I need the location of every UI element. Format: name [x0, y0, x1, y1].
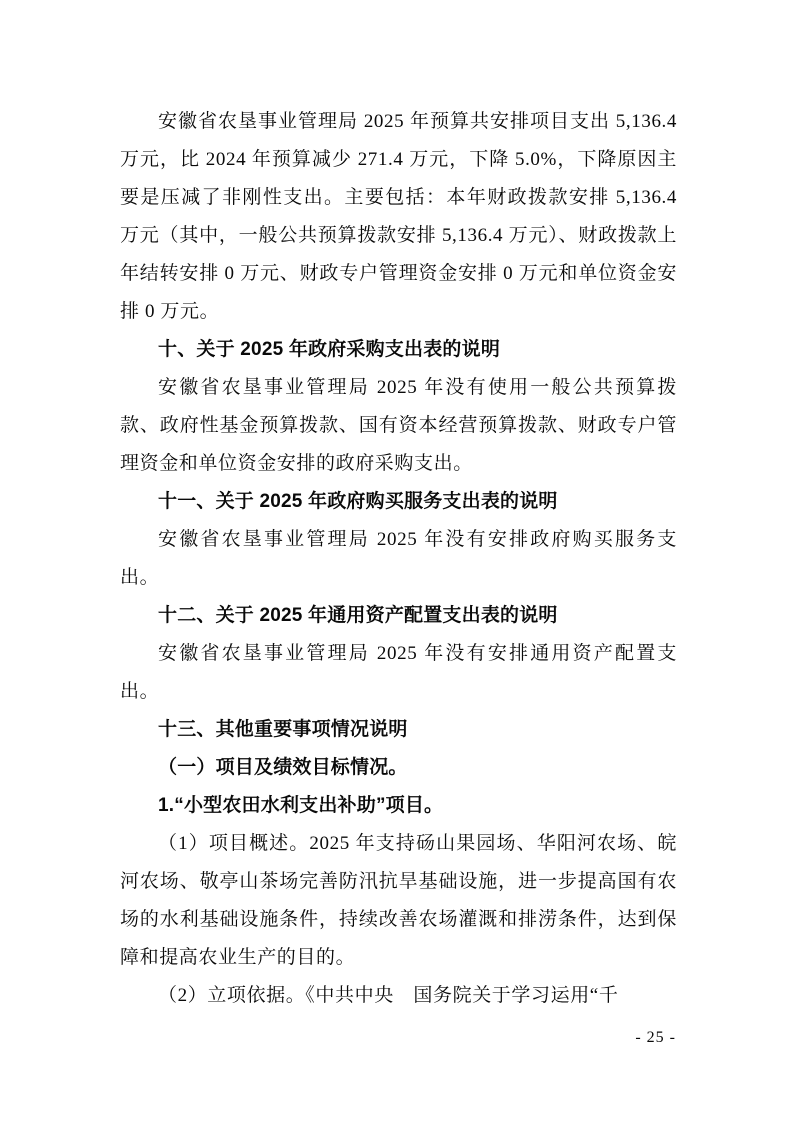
paragraph: （1）项目概述。2025 年支持砀山果园场、华阳河农场、皖河农场、敬亭山茶场完善防汛抗旱基础设施，进一步提高国有农场的水利基础设施条件，持续改善农场灌溉和排涝条件，达到保障和提高农业生产的目的。	[120, 833, 677, 968]
paragraph: 安徽省农垦事业管理局 2025 年没有使用一般公共预算拨款、政府性基金预算拨款、国有资本经营预算拨款、财政专户管理资金和单位资金安排的政府采购支出。	[120, 377, 677, 474]
text-blocks	[120, 103, 677, 1015]
page-number: - 25 -	[635, 1029, 676, 1046]
paragraph: 安徽省农垦事业管理局 2025 年预算共安排项目支出 5,136.4 万元，比 2024 年预算减少 271.4 万元，下降 5.0%，下降原因主要是压减了非刚性支出。主要包括：本年财政拨款安排 5,136.4 万元（其中，一般公共预算拨款安排 5,136.4 万元）、财政拨款上年结转安排 0 万元、财政专户管理资金安排 0 万元和单位资金安排 0 万元。	[120, 111, 677, 322]
section-heading: 十一、关于 2025 年政府购买服务支出表的说明	[158, 491, 558, 512]
section-heading: 十二、关于 2025 年通用资产配置支出表的说明	[158, 605, 558, 626]
section-heading: 十、关于 2025 年政府采购支出表的说明	[158, 339, 501, 360]
paragraph: （2）立项依据。《中共中央 国务院关于学习运用“千	[158, 985, 619, 1006]
paragraph: 安徽省农垦事业管理局 2025 年没有安排通用资产配置支出。	[120, 643, 677, 702]
section-heading: 十三、其他重要事项情况说明	[158, 719, 408, 740]
section-heading: 1.“小型农田水利支出补助”项目。	[158, 795, 444, 816]
paragraph: 安徽省农垦事业管理局 2025 年没有安排政府购买服务支出。	[120, 529, 677, 588]
section-heading: （一）项目及绩效目标情况。	[158, 757, 408, 778]
document-body	[120, 103, 677, 1015]
